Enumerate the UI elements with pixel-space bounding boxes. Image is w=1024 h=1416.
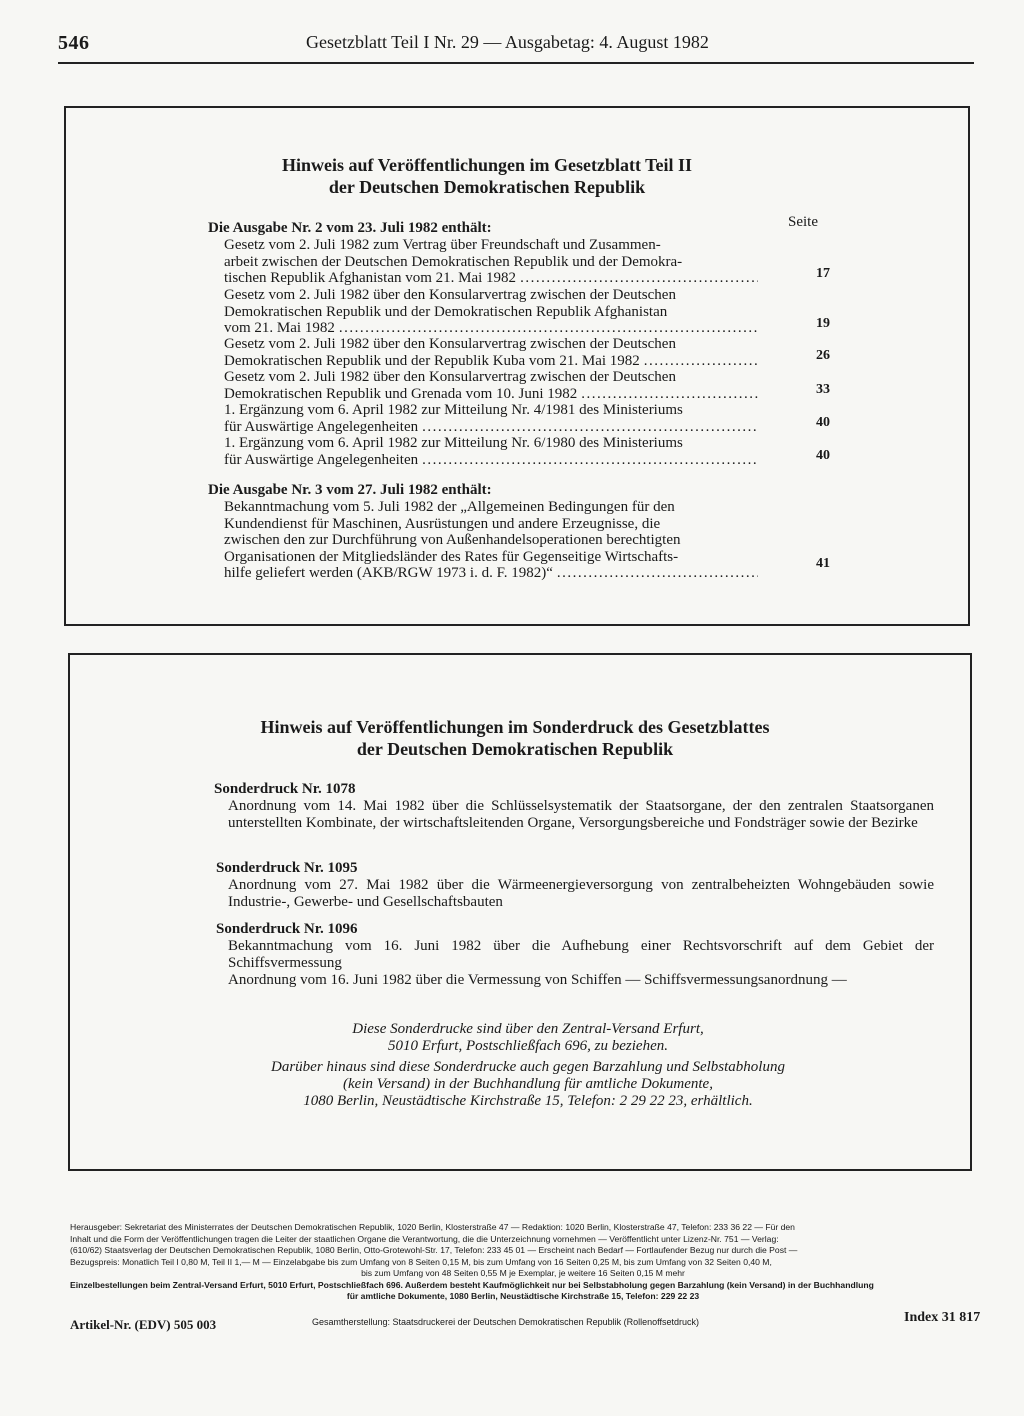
- entry-line: für Auswärtige Angelegenheiten: [224, 418, 419, 435]
- leader-dots: [520, 270, 758, 287]
- entry-line: Bekanntmachung vom 5. Juli 1982 der „Allgemeinen Bedingungen für den: [224, 499, 675, 515]
- list-item: [224, 402, 758, 435]
- entry-last-line: [224, 320, 758, 337]
- entry-last-line: [224, 386, 758, 403]
- entry-last-line: [224, 419, 758, 436]
- entry-last-line: [224, 565, 758, 582]
- imprint-line: (610/62) Staatsverlag der Deutschen Demokratischen Republik, 1080 Berlin, Otto-Grotewohl-Str. 17, Telefon: 233 45 01 — Erscheint nach Bedarf — Fortlaufender Bezug nur durch die Post —: [70, 1245, 798, 1255]
- print-note: Gesamtherstellung: Staatsdruckerei der Deutschen Demokratischen Republik (Rollenoffsetdruck): [312, 1317, 700, 1327]
- leader-dots: [422, 419, 758, 436]
- leader-dots: [422, 452, 758, 469]
- sonderdruck-text: Anordnung vom 27. Mai 1982 über die Wärmeenergieversorgung von zentralbeheizten Wohngebäuden sowie Industrie-, Gewerbe- und Gesellschaftsbauten: [228, 877, 934, 910]
- list-item: [224, 336, 758, 369]
- pickup-note: [70, 1059, 970, 1110]
- sonderdruck-text: Anordnung vom 16. Juni 1982 über die Vermessung von Schiffen — Schiffsvermessungsanordnung —: [228, 972, 847, 988]
- imprint-line: Inhalt und die Form der Veröffentlichungen tragen die Leiter der staatlichen Organe die Verantwortung, die die Unterzeichnung vornehmen — Veröffentlicht unter Lizenz-Nr. 751 — Verlag:: [70, 1233, 779, 1244]
- page-header: [58, 30, 974, 64]
- notice-special-title-line2: der Deutschen Demokratischen Republik: [356, 739, 674, 759]
- entry-line: Gesetz vom 2. Juli 1982 über den Konsularvertrag zwischen der Deutschen: [224, 369, 676, 385]
- issue3-heading: Die Ausgabe Nr. 3 vom 27. Juli 1982 enthält:: [208, 482, 492, 498]
- page-reference: 19: [816, 316, 830, 331]
- leader-dots: [644, 353, 758, 370]
- list-item: [224, 369, 758, 402]
- notice-part2-title: [66, 154, 968, 198]
- seite-label: Seite: [788, 214, 818, 230]
- imprint: [70, 1222, 976, 1303]
- notice-special-title-line1: Hinweis auf Veröffentlichungen im Sonderdruck des Gesetzblattes: [260, 717, 770, 737]
- order-info-line: für amtliche Dokumente, 1080 Berlin, Neustädtische Kirchstraße 15, Telefon: 229 22 23: [346, 1291, 700, 1301]
- issue2-heading: Die Ausgabe Nr. 2 vom 23. Juli 1982 enthält:: [208, 220, 492, 236]
- entry-line: vom 21. Mai 1982: [224, 320, 335, 336]
- entry-last-line: [224, 353, 758, 370]
- sonderdruck-heading: Sonderdruck Nr. 1095: [216, 860, 358, 876]
- notice-special-title: [70, 716, 970, 760]
- page-reference: 26: [816, 348, 830, 363]
- entry-last-line: [224, 452, 758, 469]
- page-reference: 17: [816, 266, 830, 281]
- leader-dots: [581, 386, 758, 403]
- page-reference: 33: [816, 382, 830, 397]
- sonderdruck-text: Anordnung vom 14. Mai 1982 über die Schlüsselsystematik der Staatsorgane, der den zentralen Staatsorganen unterstellten Kombinate, der wirtschaftsleitenden Organe, Versorgungsbereiche und Fondsträger sowie der Bezirke: [228, 798, 934, 831]
- page-number: 546: [58, 32, 90, 54]
- entry-line: Gesetz vom 2. Juli 1982 über den Konsularvertrag zwischen der Deutschen: [224, 287, 676, 303]
- pickup-note-line: 1080 Berlin, Neustädtische Kirchstraße 15, Telefon: 2 29 22 23, erhältlich.: [303, 1093, 753, 1109]
- sonderdruck-heading: Sonderdruck Nr. 1078: [214, 781, 356, 797]
- notice-part2-title-line1: Hinweis auf Veröffentlichungen im Gesetzblatt Teil II: [281, 155, 692, 175]
- entry-line: Demokratischen Republik und der Demokratischen Republik Afghanistan: [224, 303, 668, 320]
- entry-line: Demokratischen Republik und der Republik Kuba vom 21. Mai 1982: [224, 352, 640, 369]
- leader-dots: [557, 565, 758, 582]
- entry-line: arbeit zwischen der Deutschen Demokratischen Republik und der Demokra-: [224, 253, 683, 270]
- imprint-line: bis zum Umfang von 48 Seiten 0,55 M je Exemplar, je weitere 16 Seiten 0,15 M mehr: [361, 1268, 685, 1278]
- ordering-note-line: 5010 Erfurt, Postschließfach 696, zu beziehen.: [388, 1038, 668, 1054]
- ordering-note: [70, 1021, 970, 1055]
- pickup-note-line: (kein Versand) in der Buchhandlung für amtliche Dokumente,: [343, 1076, 713, 1092]
- leader-dots: [339, 320, 758, 337]
- entry-line: tischen Republik Afghanistan vom 21. Mai 1982: [224, 270, 517, 286]
- entry-line: Gesetz vom 2. Juli 1982 zum Vertrag über Freundschaft und Zusammen-: [224, 237, 661, 253]
- order-info-line: Einzelbestellungen beim Zentral-Versand Erfurt, 5010 Erfurt, Postschließfach 696. Außerdem besteht Kaufmöglichkeit nur bei Selbstabholung gegen Barzahlung (kein Versand) in der Buchhandlung: [70, 1279, 874, 1290]
- ordering-note-line: Diese Sonderdrucke sind über den Zentral-Versand Erfurt,: [352, 1021, 704, 1037]
- notice-special-box: [68, 653, 972, 1171]
- entry-line: Demokratischen Republik und Grenada vom 10. Juni 1982: [224, 385, 578, 402]
- entry-line: Organisationen der Mitgliedsländer des Rates für Gegenseitige Wirtschafts-: [224, 548, 679, 565]
- list-item: [224, 237, 758, 287]
- list-item: [224, 499, 758, 582]
- page-reference: 41: [816, 556, 830, 571]
- page-reference: 40: [816, 415, 830, 430]
- page-reference: 40: [816, 448, 830, 463]
- index-number: Index 31 817: [904, 1310, 981, 1325]
- entry-last-line: [224, 270, 758, 287]
- entry-line: hilfe geliefert werden (AKB/RGW 1973 i. d. F. 1982)“: [224, 565, 553, 581]
- entry-line: 1. Ergänzung vom 6. April 1982 zur Mitteilung Nr. 4/1981 des Ministeriums: [224, 402, 683, 418]
- list-item: [224, 435, 758, 468]
- running-title: Gesetzblatt Teil I Nr. 29 — Ausgabetag: 4. August 1982: [306, 32, 709, 52]
- entry-line: für Auswärtige Angelegenheiten: [224, 451, 419, 468]
- notice-part2-box: [64, 106, 970, 626]
- entry-line: Gesetz vom 2. Juli 1982 über den Konsularvertrag zwischen der Deutschen: [224, 336, 676, 352]
- entry-line: Kundendienst für Maschinen, Ausrüstungen und andere Erzeugnisse, die: [224, 515, 661, 532]
- sonderdruck-heading: Sonderdruck Nr. 1096: [216, 921, 358, 937]
- entry-line: zwischen den zur Durchführung von Außenhandelsoperationen berechtigten: [224, 532, 681, 548]
- sonderdruck-text: Bekanntmachung vom 16. Juni 1982 über die Aufhebung einer Rechtsvorschrift auf dem Gebiet der Schiffsvermessung: [228, 938, 934, 971]
- article-number: Artikel-Nr. (EDV) 505 003: [70, 1317, 217, 1332]
- pickup-note-line: Darüber hinaus sind diese Sonderdrucke auch gegen Barzahlung und Selbstabholung: [271, 1059, 785, 1075]
- entry-line: 1. Ergänzung vom 6. April 1982 zur Mitteilung Nr. 6/1980 des Ministeriums: [224, 435, 683, 451]
- list-item: [224, 287, 758, 337]
- imprint-line: Bezugspreis: Monatlich Teil I 0,80 M, Teil II 1,— M — Einzelabgabe bis zum Umfang von 8 Seiten 0,15 M, bis zum Umfang von 16 Seiten 0,25 M, bis zum Umfang von 32 Seiten 0,40 M,: [70, 1256, 772, 1267]
- notice-part2-title-line2: der Deutschen Demokratischen Republik: [328, 177, 646, 197]
- imprint-line: Herausgeber: Sekretariat des Ministerrates der Deutschen Demokratischen Republik, 1020 Berlin, Klosterstraße 47 — Redaktion: 1020 Berlin, Klosterstraße 47, Telefon: 233 36 22 — Für den: [70, 1222, 795, 1232]
